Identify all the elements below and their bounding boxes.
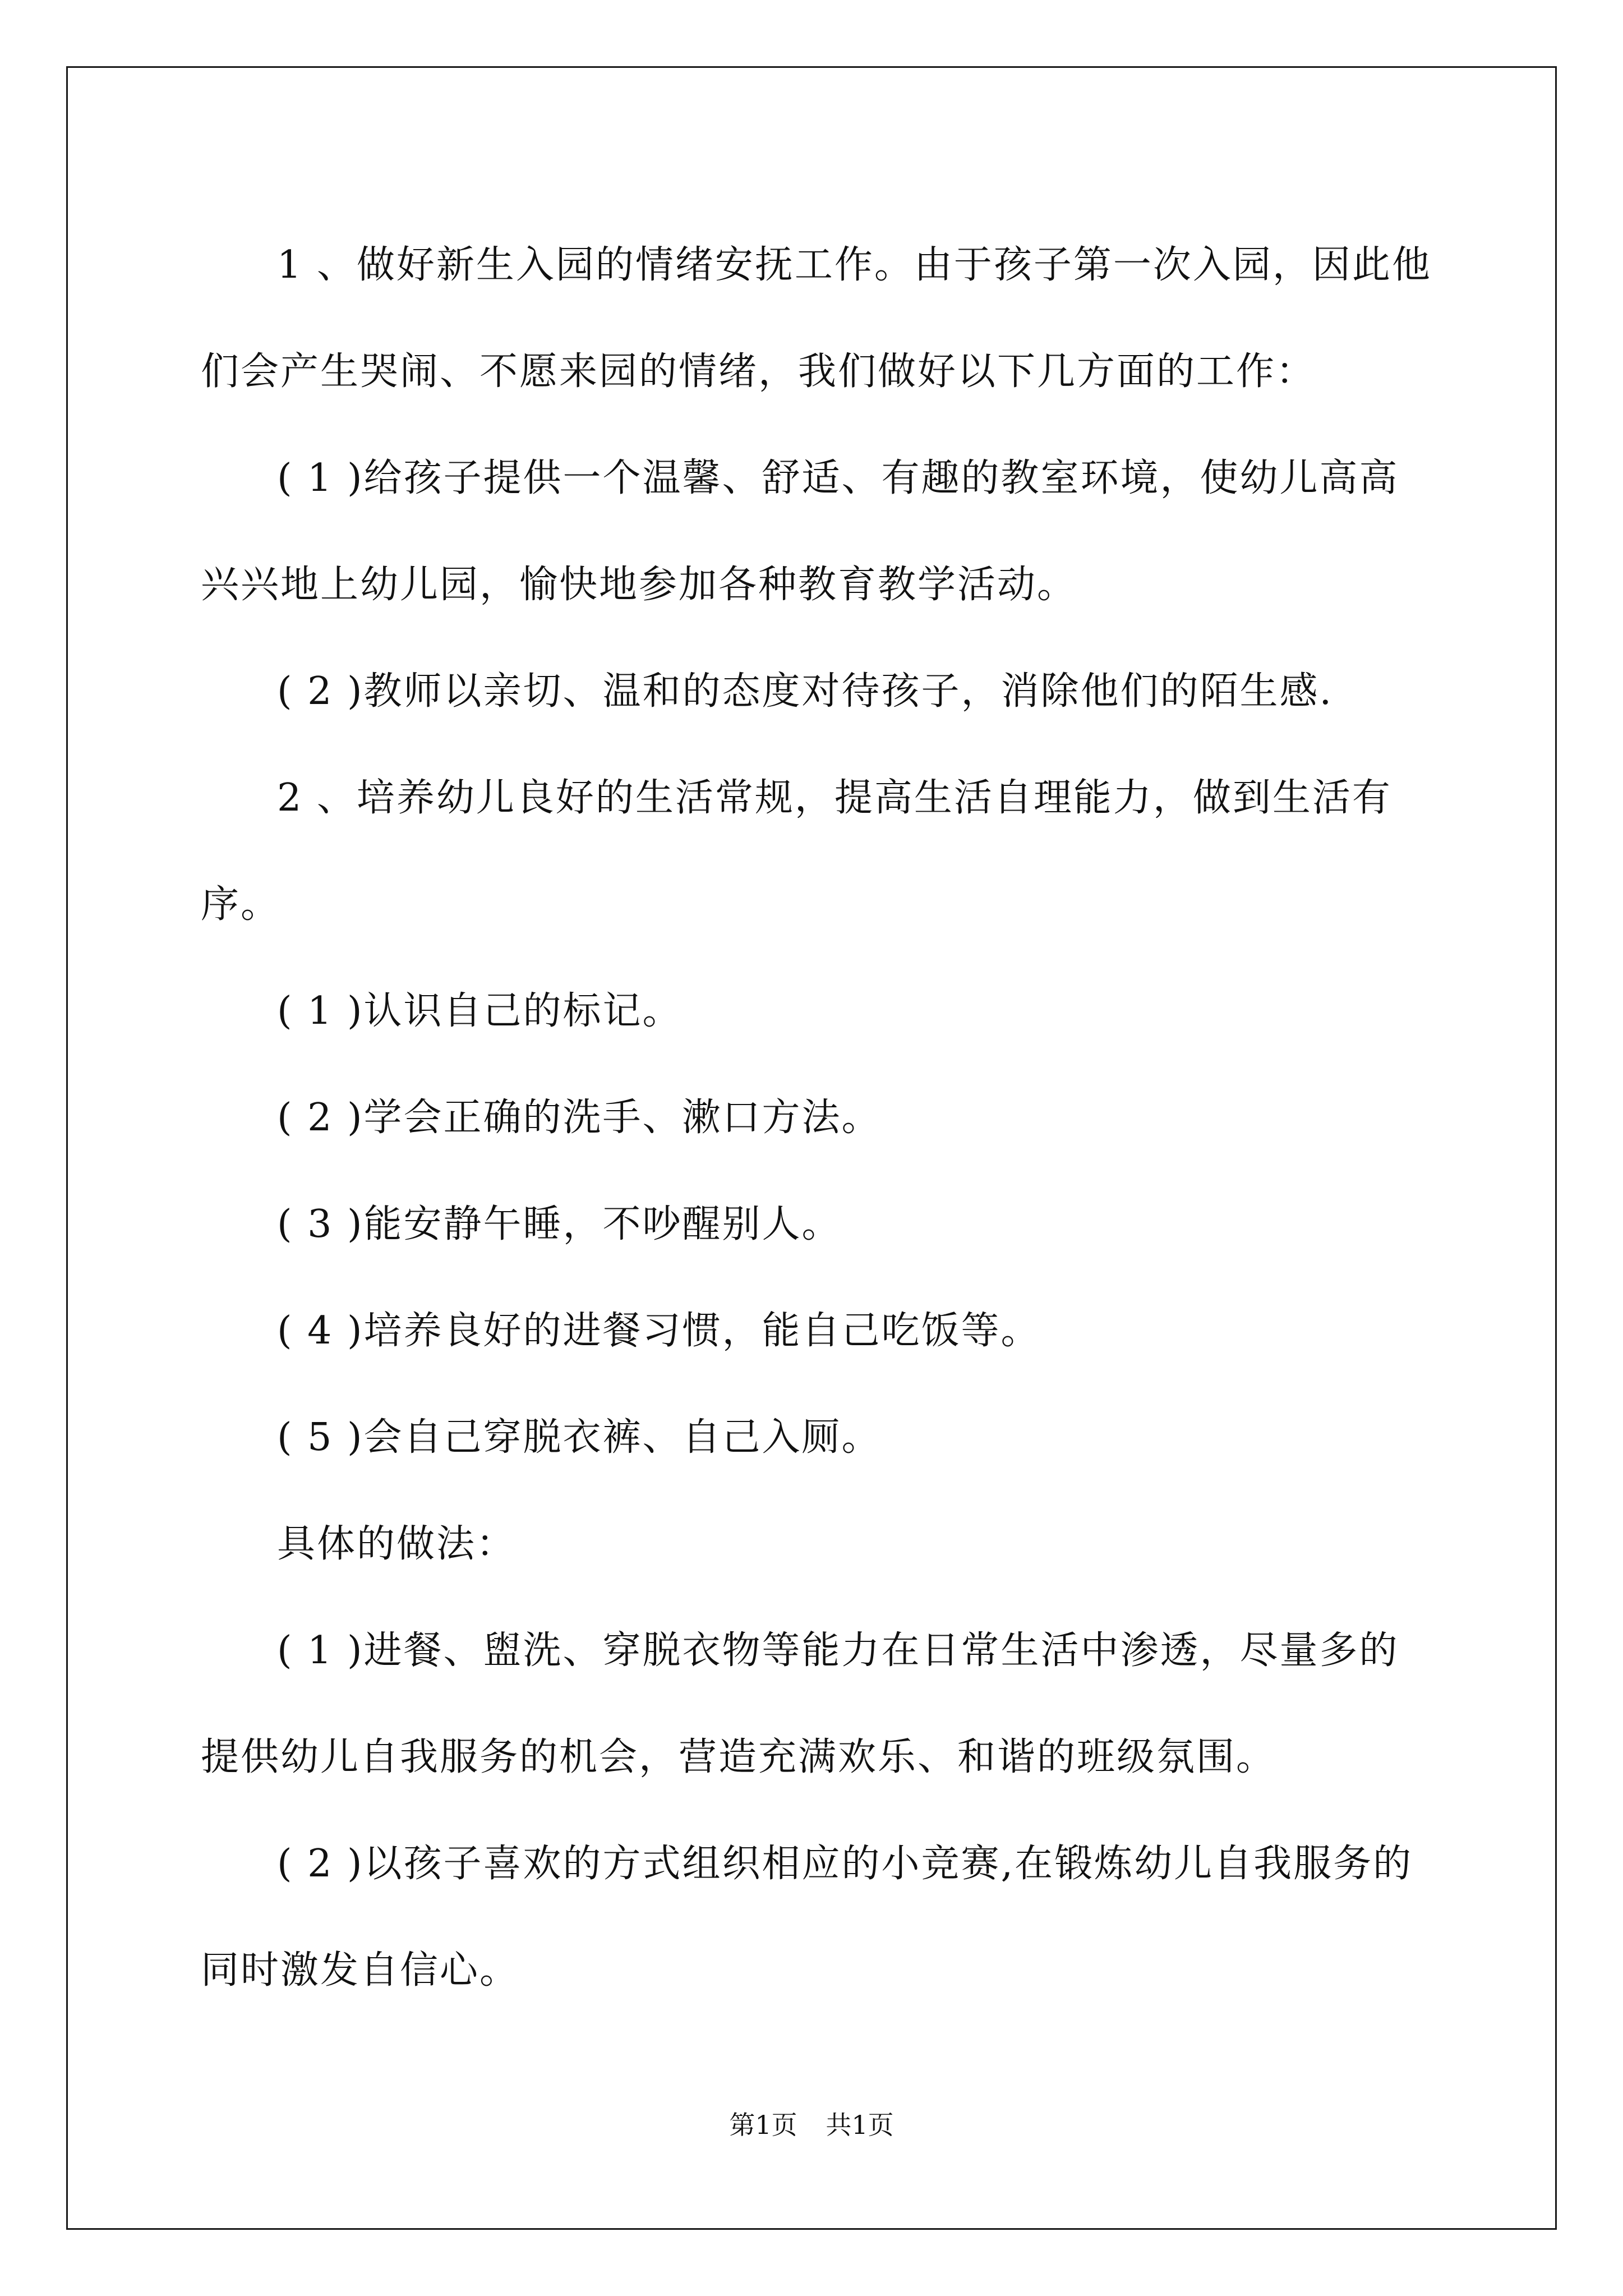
paragraph: 1 、做好新生入园的情绪安抚工作。由于孩子第一次入园，因此他们会产生哭闹、不愿来园的情绪，我们做好以下几方面的工作： [201,243,1432,394]
document-body [201,212,1432,2024]
paragraph: ( 1 )给孩子提供一个温馨、舒适、有趣的教室环境，使幼儿高高兴兴地上幼儿园，愉快地参加各种教育教学活动。 [201,456,1399,607]
page-total: 共1页 [826,2110,894,2140]
paragraph: ( 3 )能安静午睡，不吵醒别人。 [277,1202,842,1246]
page-footer [0,2105,1623,2142]
paragraph: ( 2 )学会正确的洗手、漱口方法。 [277,1096,882,1140]
paragraph: ( 2 )以孩子喜欢的方式组织相应的小竞赛,在锻炼幼儿自我服务的同时激发自信心。 [201,1842,1413,1993]
paragraph: ( 1 )认识自己的标记。 [277,989,683,1033]
paragraph: 2 、培养幼儿良好的生活常规，提高生活自理能力，做到生活有序。 [201,776,1392,927]
paragraph: ( 4 )培养良好的进餐习惯，能自己吃饭等。 [277,1309,1041,1353]
paragraph: ( 2 )教师以亲切、温和的态度对待孩子，消除他们的陌生感. [277,669,1334,714]
paragraph: ( 5 )会自己穿脱衣裤、自己入厕。 [277,1415,882,1460]
paragraph: ( 1 )进餐、盥洗、穿脱衣物等能力在日常生活中渗透，尽量多的提供幼儿自我服务的机会，营造充满欢乐、和谐的班级氛围。 [201,1628,1399,1779]
page-number: 第1页 [729,2110,797,2140]
paragraph: 具体的做法： [277,1522,517,1566]
